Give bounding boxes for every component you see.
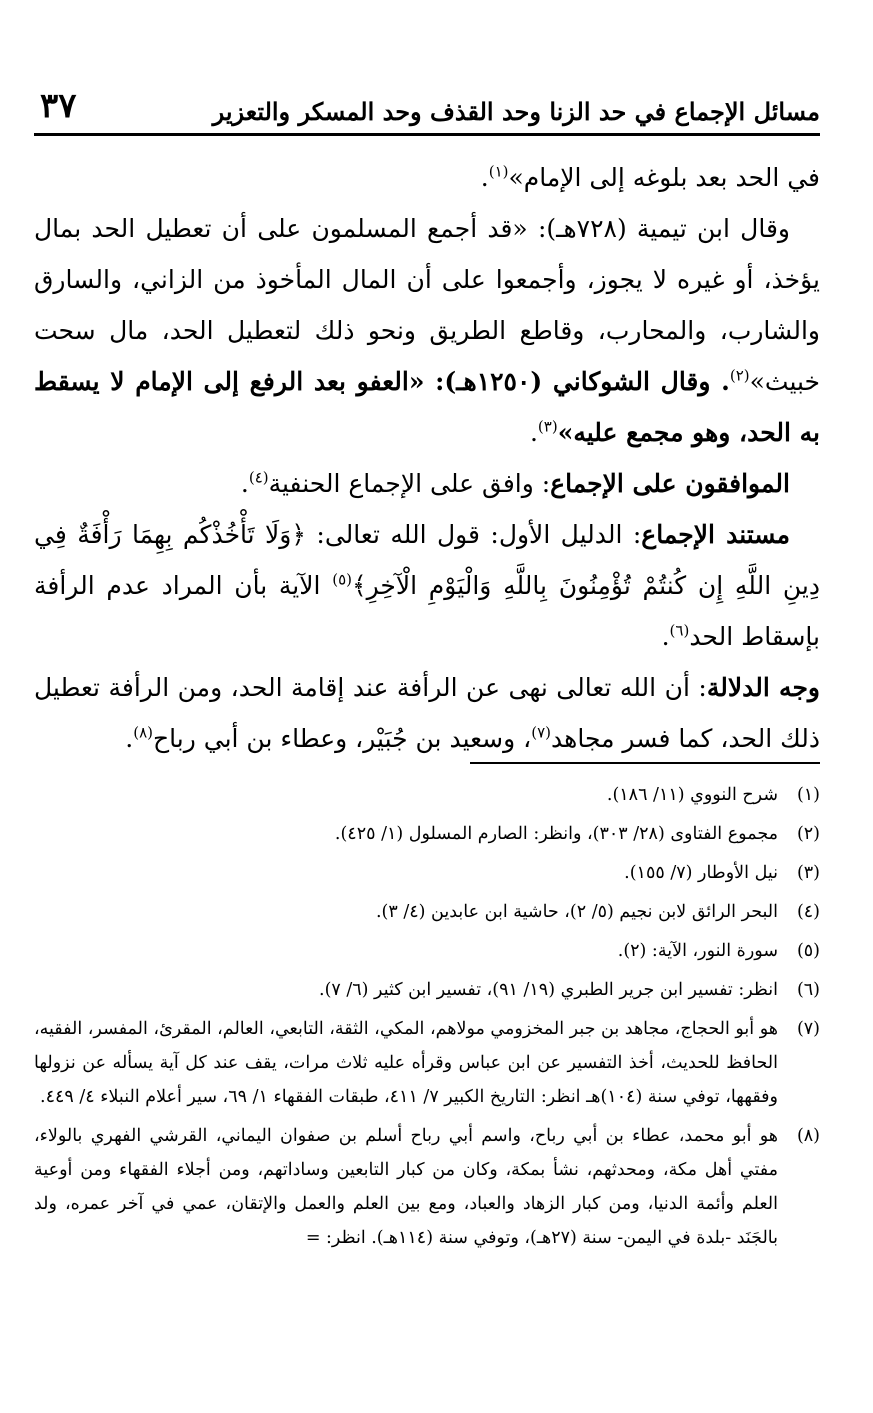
- section-label: وجه الدلالة: [706, 673, 820, 702]
- footnote-text: هو أبو الحجاج، مجاهد بن جبر المخزومي مولاهم، المكي، الثقة، التابعي، العالم، المقرئ، المفسر، الفقيه، الحافظ للحديث، أخذ التفسير عن ابن عباس وقرأه عليه ثلاث مرات، يقف عند كل آية يسأله عن نزولها وفقهها، توفي سنة (١٠٤)هـ انظر: التاريخ الكبير ٧/ ٤١١، طبقات الفقهاء ١/ ٦٩، سير أعلام النبلاء ٤/ ٤٤٩.: [34, 1019, 778, 1107]
- section-label: الموافقون على الإجماع: [550, 469, 790, 498]
- footnote-ref-5: (٥): [332, 570, 352, 589]
- quran-verse: ﴿وَلَا تَأْخُذْكُم بِهِمَا رَأْفَةٌ فِي دِينِ اللَّهِ إِن كُنتُمْ تُؤْمِنُونَ بِاللَّهِ وَالْيَوْمِ الْآخِرِ﴾: [34, 520, 820, 600]
- section-label: مستند الإجماع: [641, 520, 790, 549]
- footnote: [34, 778, 820, 812]
- paragraph-2: وقال ابن تيمية (٧٢٨هـ): «قد أجمع المسلمون على أن تعطيل الحد بمال يؤخذ، أو غيره لا يجوز، وأجمعوا على أن المال المأخوذ من الزاني، والسارق والشارب، والمحارب، وقاطع الطريق ونحو ذلك لتعطيل الحد، مال سحت خبيث»$^{(٢)}$. وقال الشوكاني (١٢٥٠هـ): «العفو بعد الرفع إلى الإمام لا يسقط به الحد، وهو مجمع عليه»$^{(٣)}$.: [34, 214, 820, 447]
- footnote: [34, 856, 820, 890]
- main-text: [34, 152, 820, 764]
- footnotes: [34, 778, 820, 1260]
- footnote: [34, 895, 820, 929]
- footnote-text: شرح النووي (١١/ ١٨٦).: [606, 785, 778, 805]
- footnote-text: نيل الأوطار (٧/ ١٥٥).: [624, 863, 778, 883]
- footnote-number: (٥): [796, 941, 820, 961]
- footnote: [34, 817, 820, 851]
- footnote: [34, 1012, 820, 1114]
- page-header: [34, 84, 820, 132]
- page-number: ٣٧: [40, 86, 77, 126]
- footnote-ref-6: (٦): [669, 621, 690, 640]
- footnote-ref-2: (٢): [729, 366, 750, 385]
- footnote-number: (٣): [796, 863, 820, 883]
- footnote-number: (٨): [796, 1126, 820, 1146]
- footnote-text: انظر: تفسير ابن جرير الطبري (١٩/ ٩١)، تفسير ابن كثير (٦/ ٧).: [319, 980, 778, 1000]
- footnote-number: (٤): [796, 902, 820, 922]
- footnote-number: (٢): [796, 824, 820, 844]
- header-rule: [34, 133, 820, 136]
- paragraph-5: وجه الدلالة: أن الله تعالى نهى عن الرأفة عند إقامة الحد، ومن الرأفة تعطيل ذلك الحد، كما فسر مجاهد$^{(٧)}$، وسعيد بن جُبَيْر، وعطاء بن أبي رباح$^{(٨)}$.: [34, 673, 820, 753]
- book-page: [34, 0, 820, 1413]
- footnote-ref-3: (٣): [537, 417, 558, 436]
- footnote: [34, 1119, 820, 1255]
- footnote: [34, 934, 820, 968]
- footnote-text: مجموع الفتاوى (٢٨/ ٣٠٣)، وانظر: الصارم المسلول (١/ ٤٢٥).: [334, 824, 778, 844]
- paragraph-3: الموافقون على الإجماع: وافق على الإجماع الحنفية$^{(٤)}$.: [240, 468, 790, 498]
- footnote-number: (١): [796, 785, 820, 805]
- footnote-text: هو أبو محمد، عطاء بن أبي رباح، واسم أبي رباح أسلم بن صفوان اليماني، القرشي الفهري بالولاء، مفتي أهل مكة، ومحدثهم، نشأ بمكة، وكان من كبار التابعين وساداتهم، ومن أجلاء الفقهاء ومن أوعية العلم وأئمة الدنيا، ومن كبار الزهاد والعباد، ومع بين العلم والعمل والإتقان، عمي في آخر عمره، ولد بالجَنَد -بلدة في اليمن- سنة (٢٧هـ)، وتوفي سنة (١١٤هـ). انظر: =: [34, 1126, 778, 1248]
- paragraph-4: مستند الإجماع: الدليل الأول: قول الله تعالى: ﴿وَلَا تَأْخُذْكُم بِهِمَا رَأْفَةٌ فِي دِينِ اللَّهِ إِن كُنتُمْ تُؤْمِنُونَ بِاللَّهِ وَالْيَوْمِ الْآخِرِ﴾$^{(٥)}$ الآية بأن المراد عدم الرأفة بإسقاط الحد$^{(٦)}$.: [34, 520, 820, 651]
- footnote-ref-4: (٤): [248, 468, 269, 487]
- footnote-text: سورة النور، الآية: (٢).: [617, 941, 778, 961]
- running-title: مسائل الإجماع في حد الزنا وحد القذف وحد المسكر والتعزير: [212, 97, 820, 126]
- footnote-ref-7: (٧): [531, 723, 552, 742]
- footnote-separator: [470, 762, 820, 764]
- footnote-text: البحر الرائق لابن نجيم (٥/ ٢)، حاشية ابن عابدين (٤/ ٣).: [375, 902, 778, 922]
- footnote-number: (٧): [796, 1019, 820, 1039]
- footnote: [34, 973, 820, 1007]
- footnote-ref-1: (١): [488, 162, 509, 181]
- footnote-number: (٦): [796, 980, 820, 1000]
- paragraph-1: في الحد بعد بلوغه إلى الإمام»$^{(١)}$.: [480, 162, 820, 192]
- footnote-ref-8: (٨): [133, 723, 153, 742]
